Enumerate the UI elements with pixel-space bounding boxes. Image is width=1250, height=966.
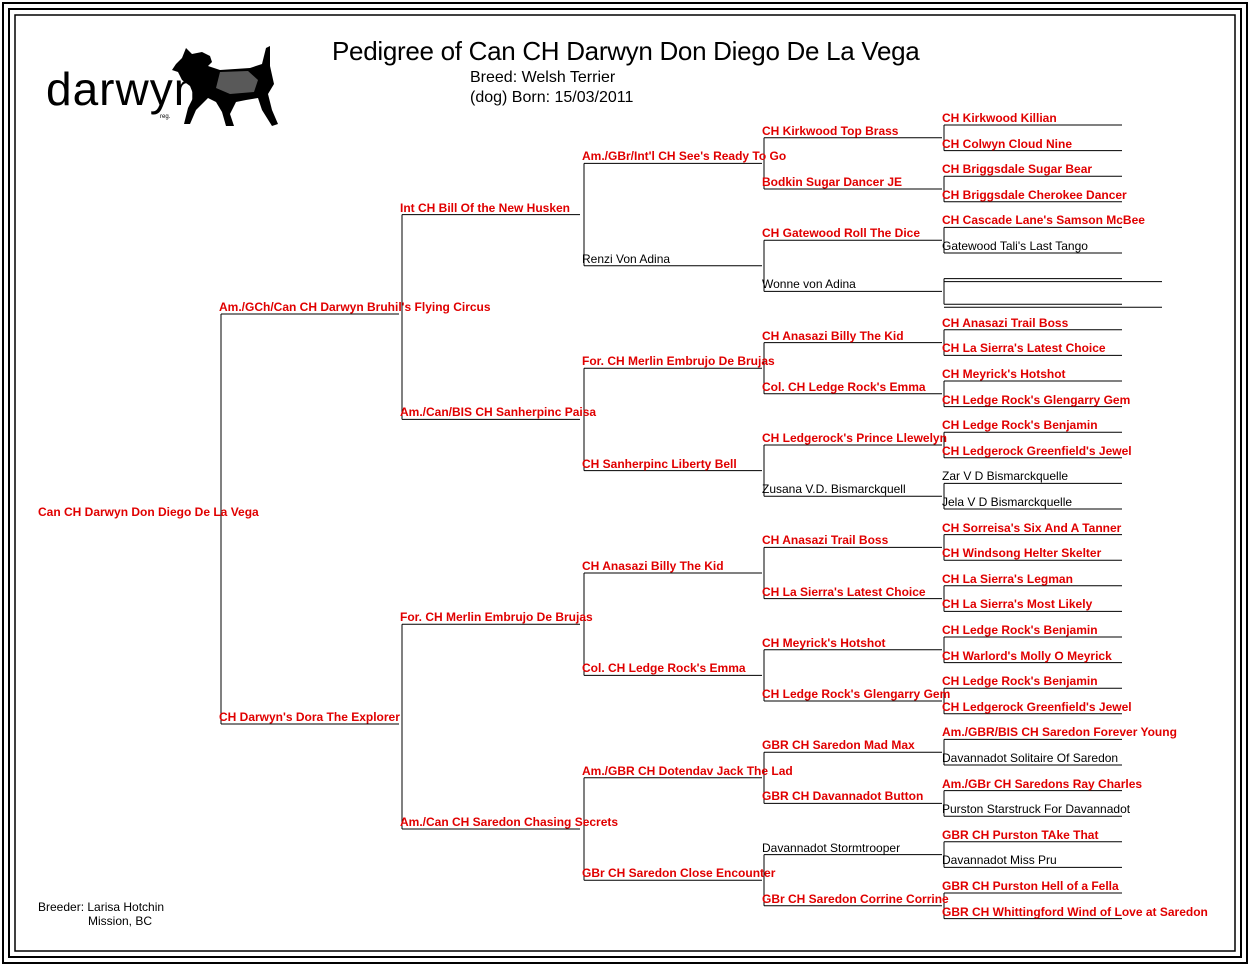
pedigree-name-gen5: CH Anasazi Trail Boss bbox=[942, 315, 1069, 330]
pedigree-name-gen5: CH La Sierra's Most Likely bbox=[942, 597, 1093, 612]
pedigree-name-gen3: CH Sanherpinc Liberty Bell bbox=[582, 456, 737, 471]
pedigree-name-gen3: CH Anasazi Billy The Kid bbox=[582, 559, 724, 573]
pedigree-name-gen4: CH Anasazi Trail Boss bbox=[762, 533, 889, 548]
pedigree-name-gen4: Davannadot Stormtrooper bbox=[762, 840, 901, 855]
pedigree-name-gen5: CH Ledge Rock's Benjamin bbox=[942, 674, 1098, 689]
pedigree-name-gen2: Am./Can/BIS CH Sanherpinc Paisa bbox=[400, 405, 597, 420]
pedigree-name-gen3: GBr CH Saredon Close Encounter bbox=[582, 866, 776, 881]
pedigree-name-gen2: Am./Can CH Saredon Chasing Secrets bbox=[400, 815, 619, 829]
breed-text: Breed: Welsh Terrier bbox=[470, 69, 616, 86]
pedigree-name-gen4: CH Anasazi Billy The Kid bbox=[762, 328, 904, 343]
pedigree-name-gen4: GBR CH Saredon Mad Max bbox=[762, 738, 915, 753]
pedigree-name-gen5: Purston Starstruck For Davannadot bbox=[942, 802, 1131, 817]
pedigree-name-gen5: CH Meyrick's Hotshot bbox=[942, 367, 1066, 381]
logo-reg-mark: reg. bbox=[160, 114, 171, 120]
pedigree-name-gen5: CH Warlord's Molly O Meyrick bbox=[942, 648, 1112, 663]
pedigree-name-gen2: For. CH Merlin Embrujo De Brujas bbox=[400, 610, 593, 625]
pedigree-name-gen4: GBr CH Saredon Corrine Corrine bbox=[762, 891, 949, 906]
pedigree-name-gen5: CH Ledge Rock's Glengarry Gem bbox=[942, 392, 1131, 407]
pedigree-name-gen4: CH Kirkwood Top Brass bbox=[762, 123, 899, 138]
pedigree-name-gen5: CH Colwyn Cloud Nine bbox=[942, 136, 1072, 151]
pedigree-name-gen5: CH Briggsdale Sugar Bear bbox=[942, 162, 1093, 177]
pedigree-name-gen0: Can CH Darwyn Don Diego De La Vega bbox=[38, 505, 259, 519]
pedigree-name-gen5: CH Ledge Rock's Benjamin bbox=[942, 623, 1098, 637]
pedigree-name-gen5: CH Ledgerock Greenfield's Jewel bbox=[942, 699, 1132, 714]
pedigree-name-gen5: CH La Sierra's Legman bbox=[942, 571, 1073, 586]
pedigree-name-gen5: CH Ledge Rock's Benjamin bbox=[942, 418, 1098, 433]
pedigree-name-gen5: CH Ledgerock Greenfield's Jewel bbox=[942, 443, 1132, 458]
pedigree-name-gen5: Davannadot Miss Pru bbox=[942, 853, 1057, 868]
pedigree-name-gen4: CH Gatewood Roll The Dice bbox=[762, 226, 921, 241]
pedigree-name-gen5: CH Kirkwood Killian bbox=[942, 111, 1057, 125]
pedigree-name-gen5: CH Cascade Lane's Samson McBee bbox=[942, 213, 1145, 228]
pedigree-name-gen3: Col. CH Ledge Rock's Emma bbox=[582, 661, 746, 676]
pedigree-name-gen5: Am./GBr CH Saredons Ray Charles bbox=[942, 776, 1143, 791]
pedigree-name-gen4: Wonne von Adina bbox=[762, 277, 856, 292]
pedigree-name-gen4: Col. CH Ledge Rock's Emma bbox=[762, 379, 926, 394]
page-title: Pedigree of Can CH Darwyn Don Diego De La Vega bbox=[332, 36, 920, 66]
pedigree-name-gen4: CH La Sierra's Latest Choice bbox=[762, 584, 926, 599]
pedigree-name-gen4: GBR CH Davannadot Button bbox=[762, 789, 924, 804]
pedigree-name-gen5: CH La Sierra's Latest Choice bbox=[942, 341, 1106, 356]
pedigree-name-gen4: CH Ledge Rock's Glengarry Gem bbox=[762, 687, 951, 701]
pedigree-name-gen3: For. CH Merlin Embrujo De Brujas bbox=[582, 354, 775, 369]
pedigree-name-gen2: Int CH Bill Of the New Husken bbox=[400, 200, 571, 215]
breeder-location: Mission, BC bbox=[88, 914, 153, 928]
pedigree-name-gen3: Am./GBr/Int'l CH See's Ready To Go bbox=[582, 149, 787, 164]
pedigree-name-gen5: CH Sorreisa's Six And A Tanner bbox=[942, 520, 1122, 535]
pedigree-name-gen5: GBR CH Whittingford Wind of Love at Saredon bbox=[942, 904, 1208, 919]
pedigree-name-gen5: Jela V D Bismarckquelle bbox=[942, 495, 1073, 509]
pedigree-name-gen1: Am./GCh/Can CH Darwyn Bruhil's Flying Circus bbox=[219, 300, 491, 314]
pedigree-name-gen5: CH Briggsdale Cherokee Dancer bbox=[942, 187, 1127, 202]
pedigree-name-gen5: Zar V D Bismarckquelle bbox=[942, 469, 1069, 484]
pedigree-name-gen5: Gatewood Tali's Last Tango bbox=[942, 239, 1088, 253]
pedigree-name-gen3: Am./GBR CH Dotendav Jack The Lad bbox=[582, 763, 793, 778]
pedigree-name-gen5: CH Windsong Helter Skelter bbox=[942, 546, 1102, 561]
pedigree-name-gen4: Zusana V.D. Bismarckquell bbox=[762, 482, 906, 497]
pedigree-name-gen5: Davannadot Solitaire Of Saredon bbox=[942, 751, 1119, 765]
pedigree-name-gen5: Am./GBR/BIS CH Saredon Forever Young bbox=[942, 725, 1177, 740]
pedigree-name-gen1: CH Darwyn's Dora The Explorer bbox=[219, 710, 400, 724]
born-text: (dog) Born: 15/03/2011 bbox=[470, 89, 634, 106]
pedigree-name-gen4: Bodkin Sugar Dancer JE bbox=[762, 175, 903, 189]
pedigree-name-gen3: Renzi Von Adina bbox=[582, 251, 671, 266]
pedigree-name-gen4: CH Ledgerock's Prince Llewelyn bbox=[762, 431, 947, 445]
pedigree-name-gen5: GBR CH Purston Hell of a Fella bbox=[942, 879, 1119, 893]
logo-text: darwyn bbox=[46, 63, 201, 115]
pedigree-name-gen5: GBR CH Purston TAke That bbox=[942, 827, 1099, 842]
pedigree-name-gen4: CH Meyrick's Hotshot bbox=[762, 635, 886, 650]
breeder-line: Breeder: Larisa Hotchin bbox=[38, 900, 165, 914]
